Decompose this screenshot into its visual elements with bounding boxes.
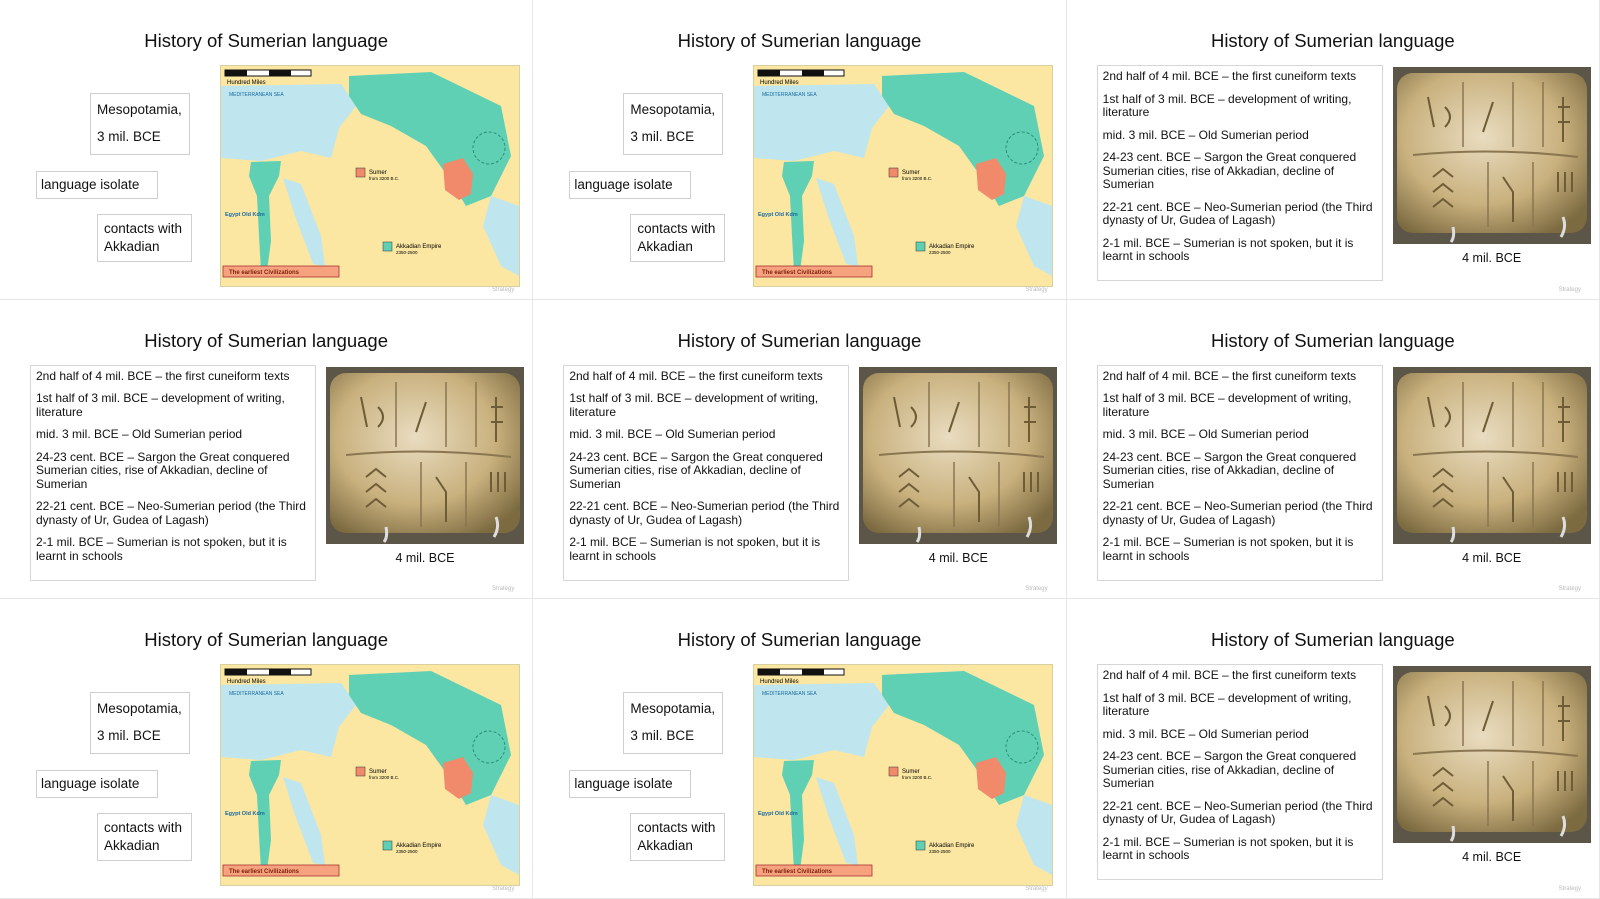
- watermark: Strategy: [1558, 286, 1581, 293]
- timeline-item: 2nd half of 4 mil. BCE – the first cuneiform texts: [569, 368, 823, 383]
- map-graphic: [754, 66, 1052, 286]
- watermark: Strategy: [1558, 586, 1581, 593]
- legend-sumer-swatch: [356, 767, 365, 776]
- language-isolate-box: language isolate: [569, 770, 691, 798]
- contacts-line2: Akkadian: [637, 239, 693, 254]
- tablet-caption: 4 mil. BCE: [1462, 251, 1522, 265]
- timeline-item: 24-23 cent. BCE – Sargon the Great conquered Sumerian cities, rise of Akkadian, decline of Sumerian: [1102, 749, 1357, 791]
- mesopotamia-line2: 3 mil. BCE: [630, 129, 695, 144]
- legend-sumer: Sumer: [902, 769, 920, 776]
- contacts-akkadian-box: [630, 813, 725, 861]
- map-banner-text: The earliest Civilizations: [229, 270, 300, 276]
- legend-sumer-swatch: [889, 767, 898, 776]
- mesopotamia-line1: Mesopotamia,: [630, 701, 716, 717]
- sea-label: MEDITERRANEAN SEA: [762, 691, 818, 698]
- timeline-item: 2-1 mil. BCE – Sumerian is not spoken, but it is learnt in schools: [1102, 834, 1354, 863]
- contacts-line1: contacts with: [104, 221, 183, 236]
- timeline-item: 2-1 mil. BCE – Sumerian is not spoken, but it is learnt in schools: [569, 535, 821, 563]
- earliest-civilizations-map: [220, 664, 520, 886]
- earliest-civilizations-map: [753, 664, 1053, 886]
- mesopotamia-box: [90, 692, 190, 754]
- mesopotamia-line2: 3 mil. BCE: [630, 728, 695, 744]
- timeline-item: 2-1 mil. BCE – Sumerian is not spoken, but it is learnt in schools: [1102, 235, 1354, 263]
- slide-title: History of Sumerian language: [1210, 30, 1455, 51]
- timeline-box: [1097, 65, 1383, 281]
- watermark: Strategy: [1025, 885, 1048, 892]
- timeline-item: 2nd half of 4 mil. BCE – the first cuneiform texts: [36, 368, 290, 383]
- slide-map[interactable]: [0, 599, 533, 899]
- map-graphic: [754, 665, 1052, 885]
- legend-akkad: Akkadian Empire: [929, 843, 975, 850]
- legend-sumer-sub: from 3200 B.C.: [902, 775, 933, 781]
- scale-label: Hundred Miles: [227, 80, 266, 86]
- slide-tablet[interactable]: [533, 300, 1066, 600]
- mesopotamia-line1: Mesopotamia,: [630, 102, 716, 117]
- language-isolate-box: language isolate: [569, 171, 691, 199]
- legend-sumer: Sumer: [902, 170, 920, 176]
- earliest-civilizations-map: [753, 65, 1053, 287]
- legend-akkad: Akkadian Empire: [396, 843, 442, 850]
- timeline-item: 24-23 cent. BCE – Sargon the Great conquered Sumerian cities, rise of Akkadian, decline of Sumerian: [1102, 449, 1357, 491]
- timeline-item: 2nd half of 4 mil. BCE – the first cuneiform texts: [1102, 668, 1357, 683]
- slide-title: History of Sumerian language: [677, 329, 922, 351]
- legend-sumer-sub: from 3200 B.C.: [369, 775, 400, 781]
- legend-akkad-swatch: [383, 841, 392, 850]
- scale-label: Hundred Miles: [227, 679, 266, 686]
- map-banner-text: The earliest Civilizations: [229, 869, 300, 876]
- language-isolate-box: language isolate: [36, 770, 158, 798]
- watermark: Strategy: [1025, 286, 1048, 293]
- mesopotamia-box: [623, 93, 723, 155]
- timeline-item: 2-1 mil. BCE – Sumerian is not spoken, but it is learnt in schools: [1102, 535, 1354, 563]
- timeline-item: 22-21 cent. BCE – Neo-Sumerian period (the Third dynasty of Ur, Gudea of Lagash): [1102, 499, 1373, 527]
- cuneiform-tablet-image: [1393, 67, 1591, 244]
- tablet-caption: 4 mil. BCE: [928, 550, 988, 565]
- cuneiform-tablet-image: [859, 367, 1057, 544]
- watermark: Strategy: [1558, 885, 1581, 892]
- watermark: Strategy: [491, 885, 515, 892]
- legend-sumer-sub: from 3200 B.C.: [369, 176, 400, 181]
- mesopotamia-line1: Mesopotamia,: [97, 102, 182, 117]
- timeline-item: mid. 3 mil. BCE – Old Sumerian period: [1102, 127, 1309, 142]
- legend-akkad-dates: 2350-2500: [396, 250, 418, 255]
- timeline-item: 1st half of 3 mil. BCE – development of writing, literature: [1102, 690, 1352, 719]
- timeline-item: mid. 3 mil. BCE – Old Sumerian period: [1102, 726, 1309, 741]
- watermark: Strategy: [1025, 586, 1048, 593]
- timeline-box: [1097, 664, 1383, 880]
- contacts-akkadian-box: [97, 214, 192, 262]
- slide-title: History of Sumerian language: [677, 629, 922, 651]
- slide-map[interactable]: [533, 0, 1066, 300]
- timeline-item: mid. 3 mil. BCE – Old Sumerian period: [36, 427, 243, 442]
- sea-label: MEDITERRANEAN SEA: [229, 92, 284, 98]
- timeline-item: 22-21 cent. BCE – Neo-Sumerian period (the Third dynasty of Ur, Gudea of Lagash): [569, 499, 840, 527]
- legend-sumer-swatch: [889, 168, 898, 177]
- legend-akkad: Akkadian Empire: [929, 244, 975, 250]
- legend-akkad-swatch: [916, 841, 925, 850]
- scale-label: Hundred Miles: [760, 679, 800, 686]
- contacts-line1: contacts with: [637, 820, 716, 836]
- tablet-caption: 4 mil. BCE: [395, 550, 455, 565]
- legend-sumer-swatch: [356, 168, 365, 177]
- map-banner-text: The earliest Civilizations: [762, 869, 833, 876]
- timeline-item: 1st half of 3 mil. BCE – development of writing, literature: [1102, 391, 1352, 419]
- timeline-item: mid. 3 mil. BCE – Old Sumerian period: [1102, 427, 1309, 442]
- slide-tablet[interactable]: [1067, 300, 1600, 600]
- slide-map[interactable]: [533, 599, 1066, 899]
- legend-akkad-swatch: [383, 242, 392, 251]
- map-graphic: [221, 665, 519, 885]
- timeline-item: 24-23 cent. BCE – Sargon the Great conquered Sumerian cities, rise of Akkadian, decline of Sumerian: [569, 449, 823, 491]
- map-graphic: [221, 66, 519, 286]
- timeline-item: 1st half of 3 mil. BCE – development of writing, literature: [36, 391, 285, 419]
- timeline-box: [30, 365, 316, 581]
- map-banner-text: The earliest Civilizations: [762, 270, 833, 276]
- mesopotamia-box: [623, 692, 723, 754]
- contacts-akkadian-box: [630, 214, 725, 262]
- timeline-item: 1st half of 3 mil. BCE – development of writing, literature: [569, 391, 819, 419]
- legend-akkad-dates: 2350-2500: [929, 849, 951, 855]
- slide-title: History of Sumerian language: [1210, 629, 1455, 651]
- legend-sumer-sub: from 3200 B.C.: [902, 176, 933, 181]
- timeline-item: 22-21 cent. BCE – Neo-Sumerian period (the Third dynasty of Ur, Gudea of Lagash): [1102, 199, 1373, 227]
- egypt-label: Egypt Old Kdm: [758, 212, 799, 218]
- legend-sumer: Sumer: [369, 170, 387, 176]
- mesopotamia-line2: 3 mil. BCE: [97, 728, 161, 744]
- mesopotamia-line1: Mesopotamia,: [97, 701, 182, 717]
- earliest-civilizations-map: [220, 65, 520, 287]
- scale-label: Hundred Miles: [760, 80, 800, 86]
- timeline-item: 1st half of 3 mil. BCE – development of writing, literature: [1102, 91, 1352, 119]
- timeline-item: 2-1 mil. BCE – Sumerian is not spoken, but it is learnt in schools: [36, 535, 287, 563]
- timeline-box: [563, 365, 849, 581]
- cuneiform-tablet-image: [1393, 367, 1591, 544]
- watermark: Strategy: [491, 586, 515, 593]
- timeline-box: [1097, 365, 1383, 581]
- slide-tablet[interactable]: [1067, 0, 1600, 300]
- legend-akkad-swatch: [916, 242, 925, 251]
- slide-map[interactable]: [0, 0, 533, 300]
- contacts-line2: Akkadian: [637, 838, 693, 854]
- contacts-line2: Akkadian: [104, 239, 160, 254]
- tablet-caption: 4 mil. BCE: [1462, 850, 1522, 865]
- timeline-item: 2nd half of 4 mil. BCE – the first cuneiform texts: [1102, 368, 1357, 383]
- legend-akkad-dates: 2350-2500: [396, 849, 418, 855]
- slide-title: History of Sumerian language: [677, 30, 922, 51]
- egypt-label: Egypt Old Kdm: [225, 811, 265, 818]
- timeline-item: 2nd half of 4 mil. BCE – the first cuneiform texts: [1102, 69, 1357, 83]
- legend-akkad: Akkadian Empire: [396, 244, 442, 250]
- timeline-item: 22-21 cent. BCE – Neo-Sumerian period (the Third dynasty of Ur, Gudea of Lagash): [1102, 798, 1373, 827]
- timeline-item: 24-23 cent. BCE – Sargon the Great conquered Sumerian cities, rise of Akkadian, decline of Sumerian: [36, 449, 290, 491]
- slide-title: History of Sumerian language: [1210, 329, 1455, 351]
- slide-tablet[interactable]: [0, 300, 533, 600]
- language-isolate-box: language isolate: [36, 171, 158, 199]
- mesopotamia-line2: 3 mil. BCE: [97, 129, 161, 144]
- contacts-line2: Akkadian: [104, 838, 160, 854]
- cuneiform-tablet-image: [326, 367, 524, 544]
- slide-tablet[interactable]: [1067, 599, 1600, 899]
- sea-label: MEDITERRANEAN SEA: [762, 92, 818, 98]
- timeline-item: 22-21 cent. BCE – Neo-Sumerian period (the Third dynasty of Ur, Gudea of Lagash): [36, 499, 306, 527]
- timeline-item: 24-23 cent. BCE – Sargon the Great conquered Sumerian cities, rise of Akkadian, decline of Sumerian: [1102, 150, 1357, 191]
- contacts-line1: contacts with: [637, 221, 716, 236]
- egypt-label: Egypt Old Kdm: [225, 212, 265, 218]
- slide-title: History of Sumerian language: [144, 329, 389, 351]
- cuneiform-tablet-image: [1393, 666, 1591, 843]
- contacts-akkadian-box: [97, 813, 192, 861]
- slide-title: History of Sumerian language: [144, 30, 389, 51]
- watermark: Strategy: [491, 286, 515, 293]
- legend-sumer: Sumer: [369, 769, 387, 776]
- slide-title: History of Sumerian language: [144, 629, 389, 651]
- timeline-item: mid. 3 mil. BCE – Old Sumerian period: [569, 427, 776, 442]
- mesopotamia-box: [90, 93, 190, 155]
- contacts-line1: contacts with: [104, 820, 183, 836]
- legend-akkad-dates: 2350-2500: [929, 250, 951, 255]
- sea-label: MEDITERRANEAN SEA: [229, 691, 284, 698]
- tablet-caption: 4 mil. BCE: [1462, 550, 1522, 565]
- egypt-label: Egypt Old Kdm: [758, 811, 799, 818]
